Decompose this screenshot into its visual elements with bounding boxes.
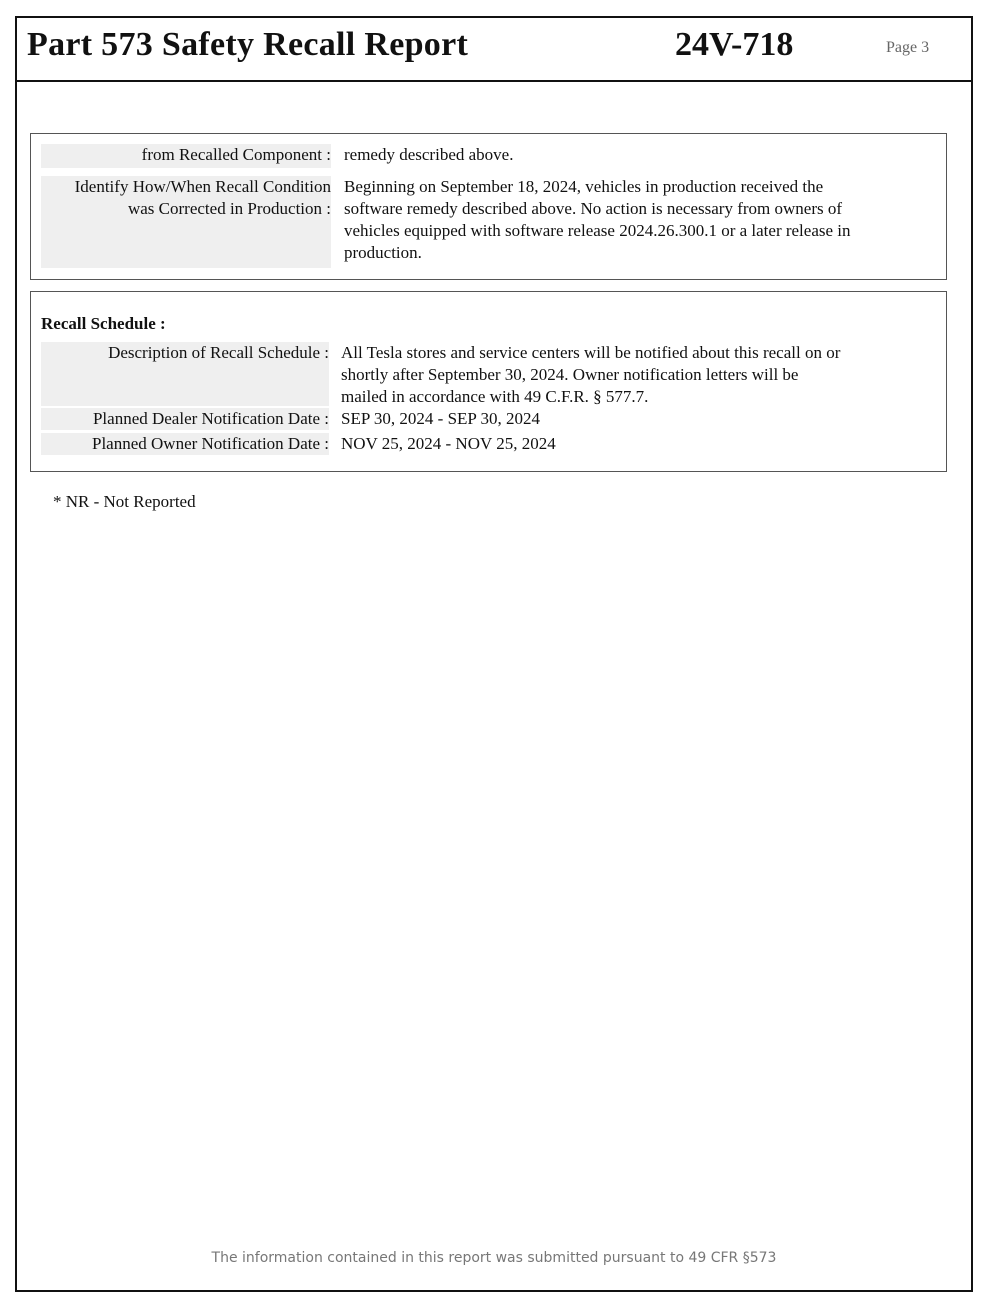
owner-notification-value: NOV 25, 2024 - NOV 25, 2024	[341, 434, 556, 453]
report-title: Part 573 Safety Recall Report	[27, 26, 469, 63]
corrected-value-line: vehicles equipped with software release 2024.26.300.1 or a later release in	[344, 221, 851, 240]
corrected-value-line: production.	[344, 243, 422, 262]
not-reported-note: * NR - Not Reported	[53, 492, 196, 511]
corrected-label-line: Identify How/When Recall Condition	[74, 177, 331, 196]
schedule-description-line: mailed in accordance with 49 C.F.R. § 577.7.	[341, 387, 649, 406]
dealer-notification-value: SEP 30, 2024 - SEP 30, 2024	[341, 409, 540, 428]
schedule-description-line: shortly after September 30, 2024. Owner notification letters will be	[341, 365, 799, 384]
recalled-component-value: remedy described above.	[344, 145, 514, 164]
report-id: 24V-718	[675, 26, 794, 63]
corrected-in-production-label	[41, 176, 331, 268]
remedy-section	[30, 133, 947, 280]
page-number: Page 3	[886, 39, 930, 56]
owner-notification-label: Planned Owner Notification Date :	[41, 433, 329, 455]
report-header	[17, 18, 971, 82]
recalled-component-label: from Recalled Component :	[41, 144, 331, 168]
recall-schedule-title: Recall Schedule :	[41, 314, 166, 333]
report-page	[15, 16, 973, 1292]
corrected-value-line: Beginning on September 18, 2024, vehicles in production received the	[344, 177, 824, 196]
dealer-notification-label: Planned Dealer Notification Date :	[41, 408, 329, 430]
corrected-label-line: was Corrected in Production :	[127, 199, 331, 218]
schedule-description-label: Description of Recall Schedule :	[41, 342, 329, 406]
recall-schedule-section	[30, 291, 947, 472]
corrected-value-line: software remedy described above. No action is necessary from owners of	[344, 199, 843, 218]
schedule-description-line: All Tesla stores and service centers will be notified about this recall on or	[341, 343, 841, 362]
corrected-in-production-value	[344, 176, 851, 264]
report-footer: The information contained in this report was submitted pursuant to 49 CFR §573	[211, 1250, 777, 1266]
schedule-description-value	[341, 342, 840, 408]
